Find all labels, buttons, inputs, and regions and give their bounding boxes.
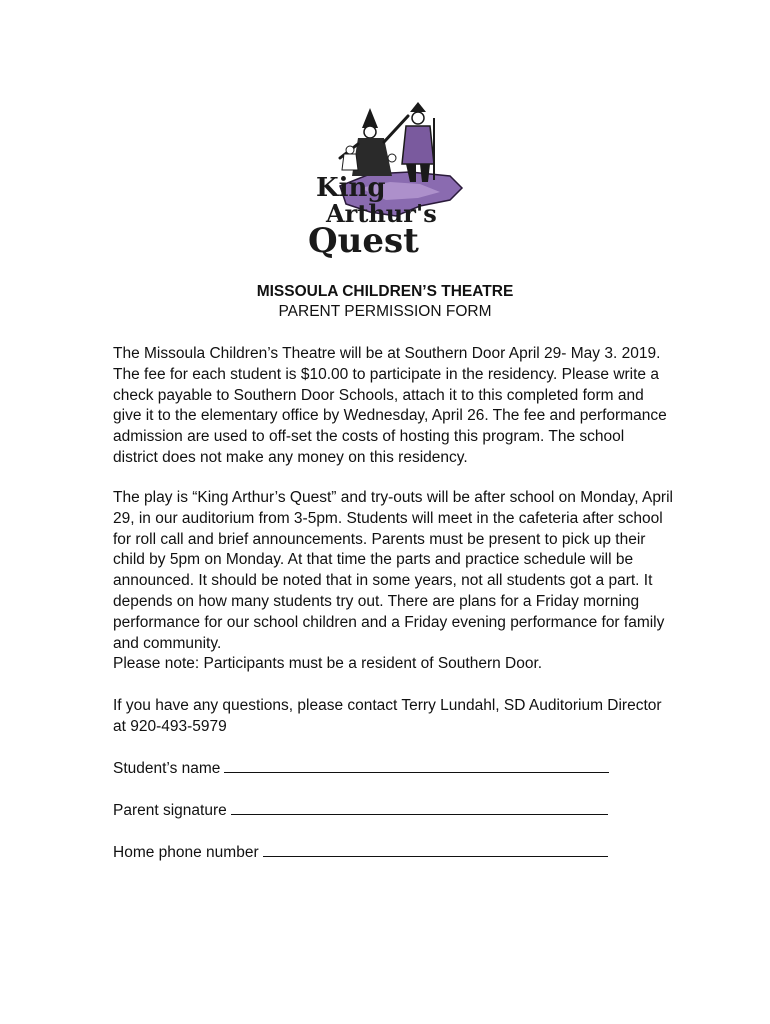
student-name-line[interactable] [224,758,609,773]
logo-illustration [300,88,470,260]
home-phone-line[interactable] [263,842,608,857]
paragraph-play-details: The play is “King Arthur’s Quest” and try-outs will be after school on Monday, April 29, in our auditorium from 3-5pm. Students will meet in the cafeteria after school for roll call and brief announcements. Parents must be present to pick up their child by 5pm on Monday. At that time the parts and practice schedule will be announced. It should be noted that in some years, not all students got a part. It depends on how many students try out. There are plans for a Friday morning performance for our school children and a Friday evening performance for family and community. [113,489,673,652]
logo-text-quest: Quest [308,221,419,260]
paragraph-residency-note: Please note: Participants must be a resident of Southern Door. [113,655,543,672]
paragraph-residency-info: The Missoula Children’s Theatre will be at Southern Door April 29- May 3. 2019. The fee for each student is $10.00 to participate in the residency. Please write a check payable to Southern Door Schools, attach it to this completed form and give it to the elementary office by Wednesday, April 26. The fee and performance admission are used to off-set the costs of hosting this program. The school district does not make any money on this residency. [113,345,667,466]
logo-text-arthurs: Arthur's [326,199,437,228]
home-phone-label: Home phone number [113,844,259,861]
parent-signature-line[interactable] [231,800,608,815]
home-phone-field [113,842,608,863]
page-title: MISSOULA CHILDREN’S THEATRE [256,283,514,300]
paragraph-contact: If you have any questions, please contact Terry Lundahl, SD Auditorium Director at 920-493-5979 [113,697,662,735]
parent-signature-field [113,800,608,821]
page-subtitle: PARENT PERMISSION FORM [278,303,492,320]
logo-text-king: King [316,173,386,203]
king-arthurs-quest-logo [300,88,470,260]
parent-signature-label: Parent signature [113,802,227,819]
student-name-label: Student’s name [113,760,221,777]
student-name-field [113,758,609,779]
